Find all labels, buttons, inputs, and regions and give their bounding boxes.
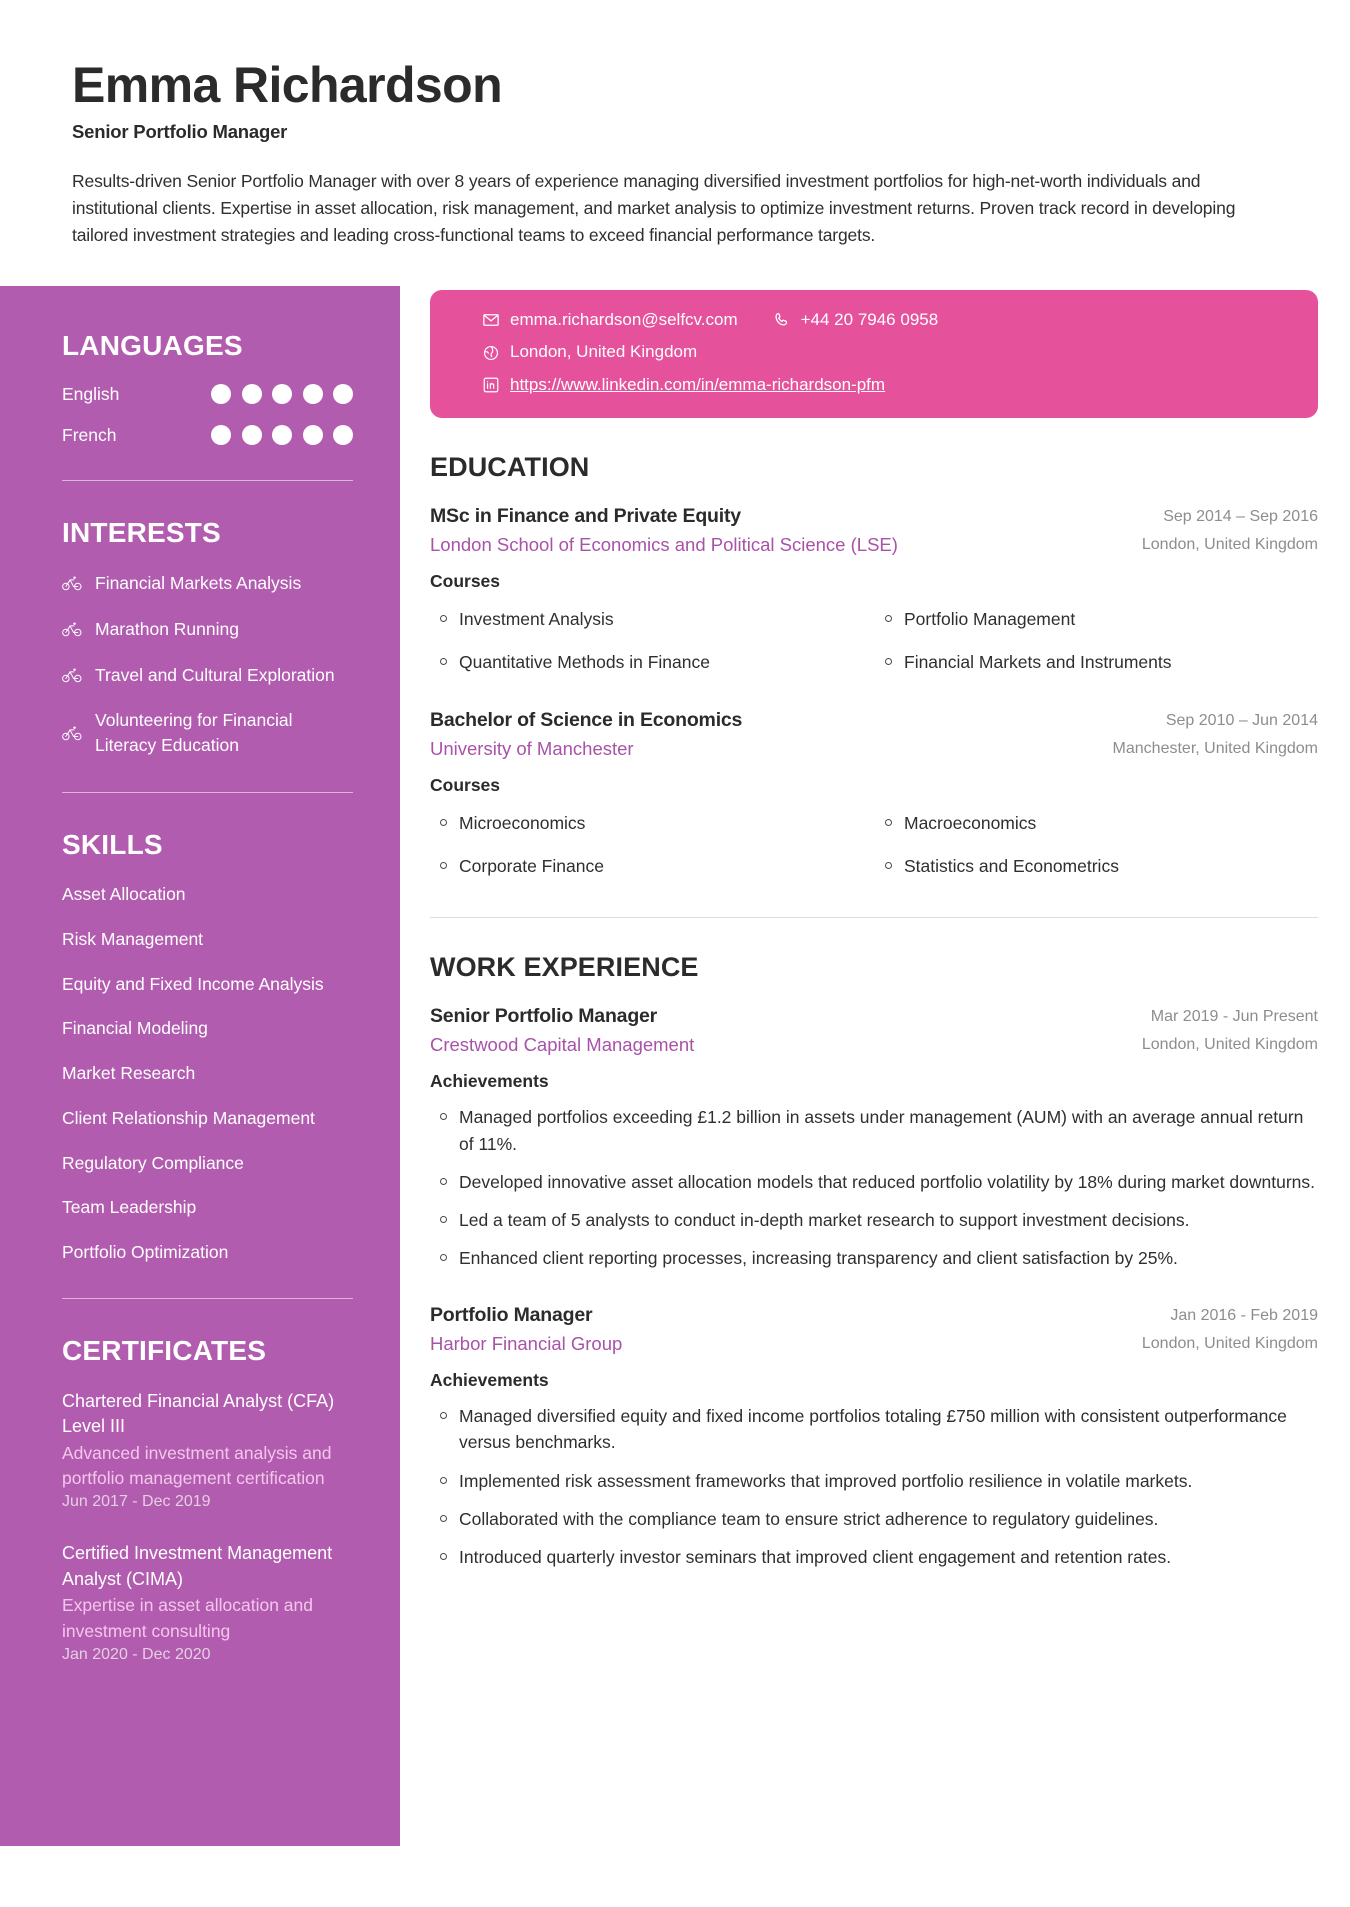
bicycle-icon	[62, 621, 84, 637]
achievement-item	[440, 1500, 1318, 1538]
interest-label: Marathon Running	[95, 618, 239, 639]
sidebar-section-languages	[62, 330, 353, 446]
entry-meta	[1142, 1304, 1318, 1353]
sidebar-section-interests	[62, 517, 353, 758]
bullet-icon	[440, 1515, 447, 1522]
job-date: Mar 2019 - Jun Present	[1150, 1007, 1318, 1025]
entry-main	[430, 1304, 1122, 1357]
bullet-icon	[885, 862, 892, 869]
list-item-text: Macroeconomics	[904, 813, 1037, 834]
skill-item: Equity and Fixed Income Analysis	[62, 973, 324, 994]
bullet-icon	[440, 1113, 447, 1120]
entry-meta	[1113, 709, 1318, 758]
language-row	[62, 425, 353, 446]
work-entry	[430, 1005, 1318, 1278]
skill-item: Client Relationship Management	[62, 1107, 315, 1128]
skill-item: Risk Management	[62, 928, 204, 949]
certificate-item	[62, 1541, 353, 1663]
interests-heading: INTERESTS	[62, 516, 221, 548]
bullet-icon	[440, 1477, 447, 1484]
language-name: English	[62, 383, 120, 404]
certificate-description: Expertise in asset allocation and investment consulting	[62, 1595, 313, 1641]
contact-phone-text: +44 20 7946 0958	[800, 309, 939, 329]
main-column	[400, 286, 1350, 1846]
list-item-text: Financial Markets and Instruments	[904, 651, 1172, 672]
list-item-text: Managed portfolios exceeding £1.2 billion in assets under management (AUM) with an average annual return of 11%.	[459, 1107, 1304, 1154]
language-row	[62, 384, 353, 405]
achievement-item	[440, 1462, 1318, 1500]
education-location: London, United Kingdom	[1141, 535, 1318, 553]
education-entry	[430, 709, 1318, 887]
contact-linkedin-text[interactable]: https://www.linkedin.com/in/emma-richardson-pfm	[510, 375, 886, 395]
interest-label: Financial Markets Analysis	[95, 572, 302, 593]
level-dot	[303, 384, 323, 404]
list-item-text: Quantitative Methods in Finance	[459, 651, 710, 672]
entry-meta	[1142, 505, 1318, 554]
sidebar	[0, 286, 400, 1846]
sidebar-divider-1	[62, 480, 353, 481]
section-work-experience	[430, 917, 1318, 1577]
certificate-name: Chartered Financial Analyst (CFA) Level III	[62, 1390, 335, 1437]
bullet-icon	[440, 1216, 447, 1223]
education-date: Sep 2010 – Jun 2014	[1165, 711, 1318, 729]
list-item-text: Managed diversified equity and fixed income portfolios totaling £750 million with consistent outperformance versus benchmarks.	[459, 1406, 1287, 1453]
sidebar-divider-3	[62, 1298, 353, 1299]
achievement-item	[440, 1201, 1318, 1239]
languages-list	[62, 384, 353, 446]
skill-item: Team Leadership	[62, 1197, 197, 1218]
entry-header	[430, 1304, 1318, 1357]
course-item	[440, 845, 873, 887]
section-education	[430, 418, 1318, 887]
list-item-text: Microeconomics	[459, 813, 586, 834]
contact-line-3	[482, 373, 1290, 398]
skills-heading: SKILLS	[62, 829, 163, 861]
interest-item	[62, 708, 353, 758]
bullet-icon	[440, 819, 447, 826]
bullet-icon	[885, 615, 892, 622]
achievement-item	[440, 1538, 1318, 1576]
course-item	[885, 598, 1318, 640]
bicycle-icon	[62, 575, 84, 591]
contact-location-text: London, United Kingdom	[510, 342, 698, 362]
bullet-icon	[440, 1553, 447, 1560]
sidebar-section-certificates	[62, 1335, 353, 1664]
bullet-icon	[440, 615, 447, 622]
contact-phone[interactable]	[773, 308, 939, 333]
job-role: Portfolio Manager	[430, 1303, 593, 1326]
bicycle-icon	[62, 725, 84, 741]
bullet-icon	[885, 819, 892, 826]
company-name: Harbor Financial Group	[430, 1332, 623, 1354]
level-dot	[211, 384, 231, 404]
interest-item	[62, 617, 353, 642]
education-date: Sep 2014 – Sep 2016	[1163, 507, 1318, 525]
bullet-icon	[440, 1254, 447, 1261]
skill-item: Financial Modeling	[62, 1018, 208, 1039]
linkedin-icon	[482, 376, 500, 394]
bullet-icon	[440, 658, 447, 665]
skill-item: Regulatory Compliance	[62, 1152, 244, 1173]
list-item-text: Enhanced client reporting processes, increasing transparency and client satisfaction by 25%.	[459, 1248, 1178, 1269]
school-name: University of Manchester	[430, 737, 634, 759]
envelope-icon	[482, 311, 500, 329]
languages-heading: LANGUAGES	[62, 329, 243, 361]
achievements-list	[430, 1098, 1318, 1277]
entry-header	[430, 709, 1318, 762]
contact-email-text: emma.richardson@selfcv.com	[510, 309, 738, 329]
list-item-text: Collaborated with the compliance team to ensure strict adherence to regulatory guidelines.	[459, 1508, 1159, 1529]
course-item	[885, 802, 1318, 844]
course-item	[440, 641, 873, 683]
certificate-item	[62, 1389, 353, 1511]
list-item-text: Corporate Finance	[459, 855, 604, 876]
level-dot	[242, 425, 262, 445]
list-item-text: Implemented risk assessment frameworks that improved portfolio resilience in volatile markets.	[459, 1470, 1193, 1491]
contact-linkedin[interactable]	[482, 373, 885, 398]
achievement-item	[440, 1239, 1318, 1277]
job-location: London, United Kingdom	[1141, 1035, 1318, 1053]
job-title: Senior Portfolio Manager	[72, 121, 288, 142]
bullet-icon	[440, 1178, 447, 1185]
interest-item	[62, 663, 353, 688]
skills-list	[62, 883, 353, 1264]
list-item-text: Led a team of 5 analysts to conduct in-depth market research to support investment decisions.	[459, 1210, 1190, 1231]
level-dot	[303, 425, 323, 445]
contact-line-2	[482, 340, 1290, 365]
contact-line-1	[482, 308, 1290, 333]
bullet-icon	[440, 1412, 447, 1419]
achievement-item	[440, 1397, 1318, 1462]
courses-label: Courses	[430, 571, 501, 592]
achievement-item	[440, 1163, 1318, 1201]
certificate-date: Jan 2020 - Dec 2020	[62, 1645, 211, 1663]
level-dot	[272, 384, 292, 404]
entry-header	[430, 1005, 1318, 1058]
bullet-icon	[440, 862, 447, 869]
interests-list	[62, 571, 353, 758]
job-location: London, United Kingdom	[1141, 1334, 1318, 1352]
resume-body	[0, 286, 1350, 1846]
interest-label: Volunteering for Financial Literacy Education	[95, 710, 293, 756]
course-item	[885, 845, 1318, 887]
interest-item	[62, 571, 353, 596]
job-date: Jan 2016 - Feb 2019	[1170, 1306, 1318, 1324]
entry-main	[430, 505, 1122, 558]
contact-email[interactable]	[482, 308, 738, 333]
achievements-label: Achievements	[430, 1370, 549, 1391]
contact-location	[482, 340, 697, 365]
education-entry	[430, 505, 1318, 683]
list-item-text: Statistics and Econometrics	[904, 855, 1119, 876]
entry-meta	[1142, 1005, 1318, 1054]
level-dot	[211, 425, 231, 445]
courses-label: Courses	[430, 775, 501, 796]
courses-grid	[430, 598, 1318, 683]
entry-main	[430, 709, 1093, 762]
language-level-dots	[211, 384, 353, 404]
course-item	[440, 598, 873, 640]
entry-main	[430, 1005, 1122, 1058]
resume-header	[0, 0, 1350, 249]
achievements-list	[430, 1397, 1318, 1576]
skill-item: Portfolio Optimization	[62, 1242, 229, 1263]
certificates-list	[62, 1389, 353, 1664]
course-item	[440, 802, 873, 844]
courses-grid	[430, 802, 1318, 887]
work-entry	[430, 1304, 1318, 1577]
profile-summary: Results-driven Senior Portfolio Manager with over 8 years of experience managing diversified investment portfolios for high-net-worth individuals and institutional clients. Expertise in asset allocation, risk management, and market analysis to optimize investment returns. Proven track record in developing tailored investment strategies and leading cross-functional teams to exceed financial performance targets.	[72, 171, 1236, 245]
list-item-text: Investment Analysis	[459, 609, 614, 630]
list-item-text: Developed innovative asset allocation models that reduced portfolio volatility by 18% during market downturns.	[459, 1171, 1316, 1192]
bullet-icon	[885, 658, 892, 665]
school-name: London School of Economics and Political Science (LSE)	[430, 533, 898, 555]
globe-pin-icon	[482, 344, 500, 362]
certificate-date: Jun 2017 - Dec 2019	[62, 1493, 211, 1511]
phone-icon	[773, 311, 791, 329]
skill-item: Market Research	[62, 1063, 196, 1084]
language-name: French	[62, 424, 117, 445]
certificates-heading: CERTIFICATES	[62, 1334, 267, 1366]
degree-title: Bachelor of Science in Economics	[430, 708, 743, 731]
skill-item: Asset Allocation	[62, 884, 186, 905]
achievements-label: Achievements	[430, 1071, 549, 1092]
sidebar-section-skills	[62, 829, 353, 1264]
education-entries	[430, 505, 1318, 887]
level-dot	[242, 384, 262, 404]
level-dot	[272, 425, 292, 445]
education-heading: EDUCATION	[430, 451, 590, 482]
work-experience-heading: WORK EXPERIENCE	[430, 951, 699, 982]
entry-header	[430, 505, 1318, 558]
education-location: Manchester, United Kingdom	[1112, 739, 1318, 757]
interest-label: Travel and Cultural Exploration	[95, 664, 335, 685]
sidebar-divider-2	[62, 792, 353, 793]
course-item	[885, 641, 1318, 683]
page-title: Emma Richardson	[72, 57, 503, 113]
list-item-text: Introduced quarterly investor seminars that improved client engagement and retention rates.	[459, 1547, 1172, 1568]
degree-title: MSc in Finance and Private Equity	[430, 504, 741, 527]
level-dot	[333, 384, 353, 404]
list-item-text: Portfolio Management	[904, 609, 1076, 630]
work-entries	[430, 1005, 1318, 1577]
achievement-item	[440, 1098, 1318, 1163]
company-name: Crestwood Capital Management	[430, 1033, 695, 1055]
certificate-name: Certified Investment Management Analyst (CIMA)	[62, 1543, 333, 1589]
level-dot	[333, 425, 353, 445]
contact-card	[430, 290, 1318, 418]
certificate-description: Advanced investment analysis and portfolio management certification	[62, 1442, 332, 1489]
bicycle-icon	[62, 667, 84, 683]
language-level-dots	[211, 425, 353, 445]
job-role: Senior Portfolio Manager	[430, 1004, 658, 1027]
